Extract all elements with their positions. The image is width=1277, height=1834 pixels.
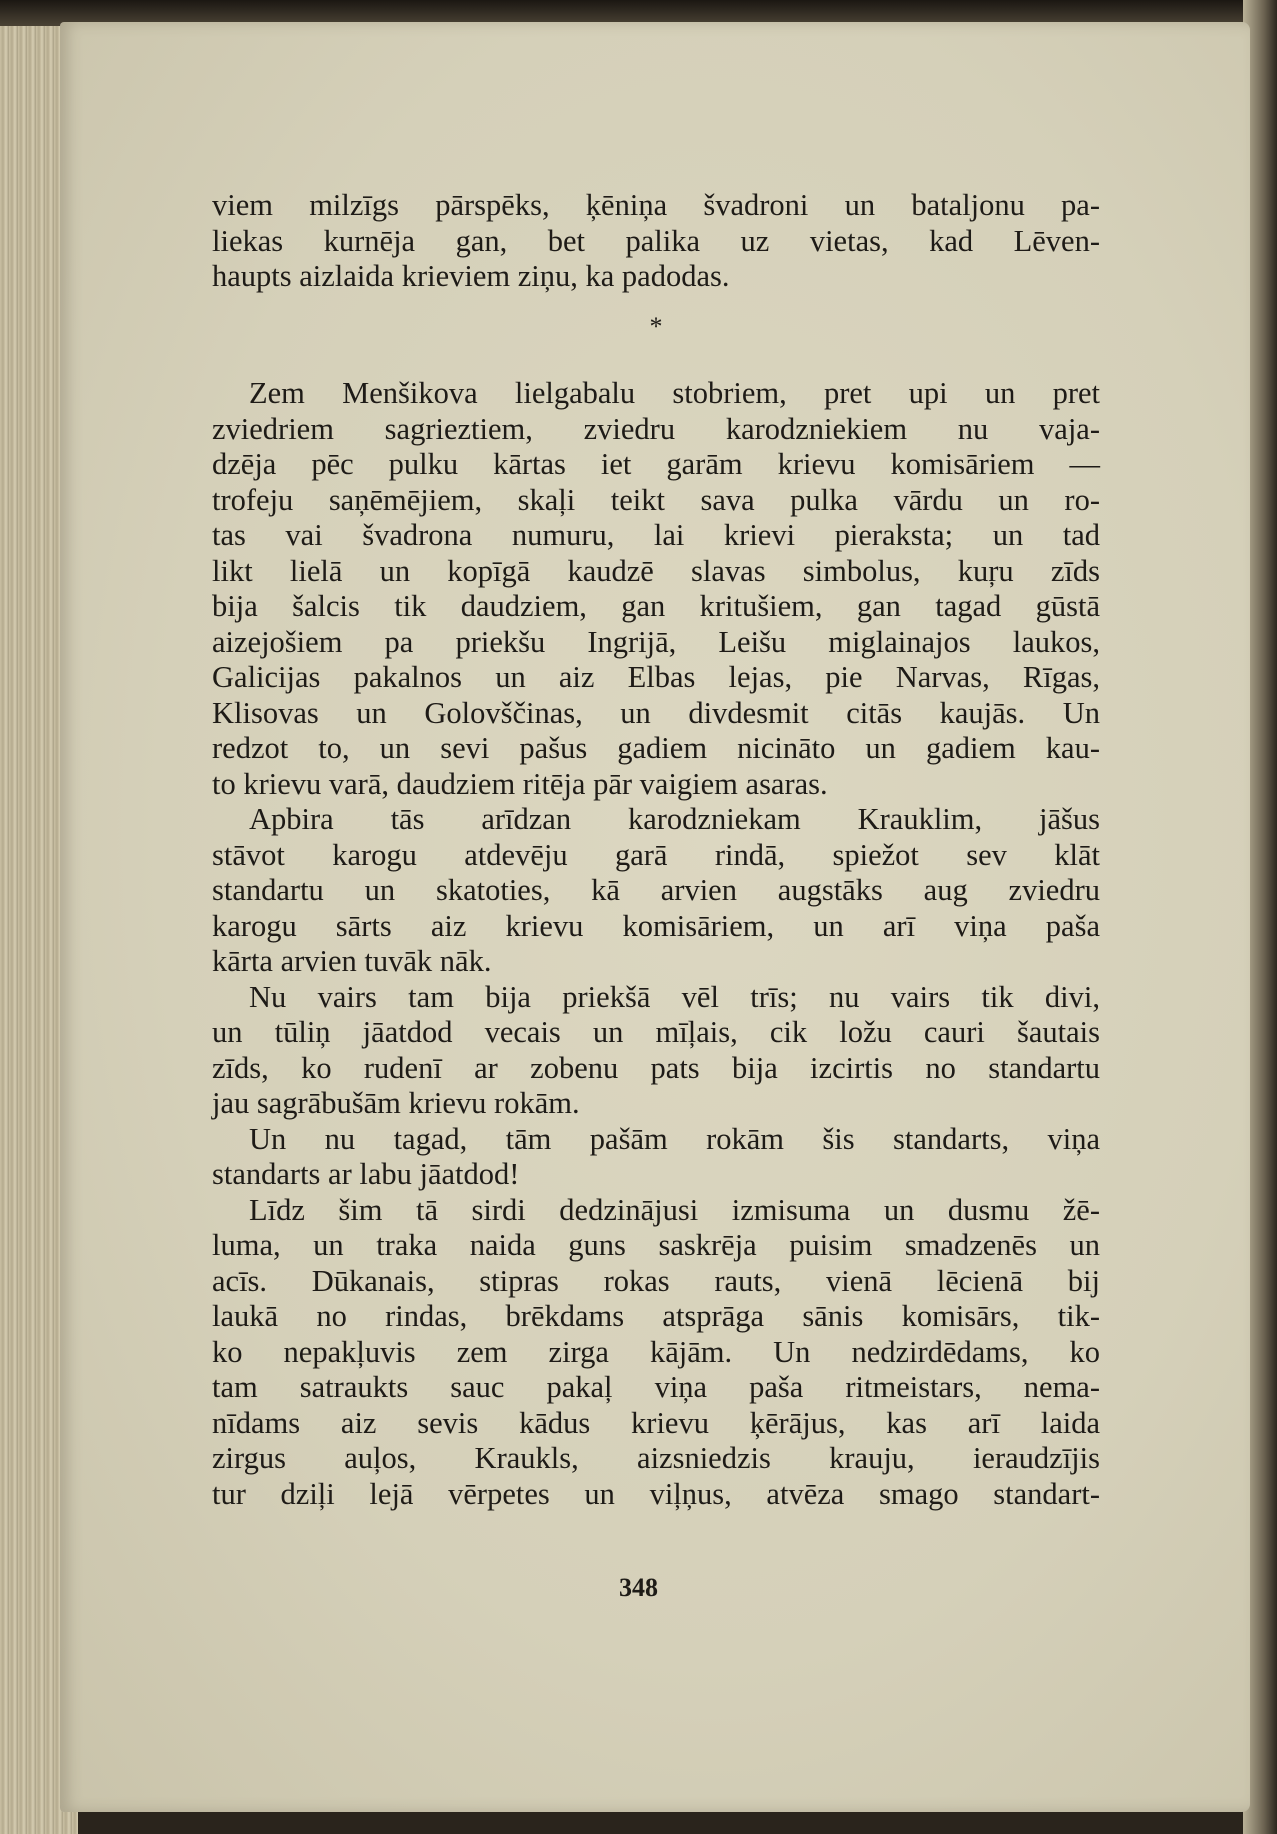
text-line: standarts ar labu jāatdod!: [212, 1157, 520, 1191]
text-line: luma, un traka naida guns saskrēja puisim smadzenēs un: [212, 1228, 1100, 1262]
text-line: Zem Menšikova lielgabalu stobriem, pret upi un pret: [249, 376, 1100, 410]
text-line: dzēja pēc pulku kārtas iet garām krievu komisāriem —: [212, 447, 1100, 481]
text-line: stāvot karogu atdevēju garā rindā, spiežot sev klāt: [212, 837, 1100, 872]
text-line: Klisovas un Golovščinas, un divdesmit citās kaujās. Un: [212, 695, 1100, 730]
text-line: nīdams aiz sevis kādus krievu ķērājus, kas arī laida: [212, 1405, 1100, 1440]
text-line: kārta arvien tuvāk nāk.: [212, 944, 492, 978]
text-line: tur dziļi lejā vērpetes un viļņus, atvēza smago standart-: [212, 1476, 1100, 1511]
text-line: likt lielā un kopīgā kaudzē slavas simbolus, kuŗu zīds: [212, 553, 1100, 588]
text-line: redzot to, un sevi pašus gadiem nicināto un gadiem kau-: [212, 731, 1100, 765]
page-body-text: [212, 188, 1100, 1512]
text-line: haupts aizlaida krieviem ziņu, ka padodas.: [212, 259, 730, 293]
text-line: tas vai švadrona numuru, lai krievi pieraksta; un tad: [212, 518, 1100, 552]
text-line: acīs. Dūkanais, stipras rokas rauts, vienā lēcienā bij: [212, 1263, 1100, 1298]
text-line: liekas kurnēja gan, bet palika uz vietas, kad Lēven-: [212, 223, 1100, 258]
text-line: karogu sārts aiz krievu komisāriem, un arī viņa paša: [212, 908, 1100, 943]
text-line: jau sagrābušām krievu rokām.: [212, 1086, 580, 1120]
text-line: Galicijas pakalnos un aiz Elbas lejas, pie Narvas, Rīgas,: [212, 660, 1100, 694]
text-line: viem milzīgs pārspēks, ķēniņa švadroni un bataljonu pa-: [212, 188, 1100, 222]
text-line: trofeju saņēmējiem, skaļi teikt sava pulka vārdu un ro-: [212, 482, 1100, 517]
text-line: bija šalcis tik daudziem, gan kritušiem, gan tagad gūstā: [212, 589, 1100, 623]
text-line: laukā no rindas, brēkdams atsprāga sānis komisārs, tik-: [212, 1299, 1100, 1333]
text-line: aizejošiem pa priekšu Ingrijā, Leišu miglainajos laukos,: [212, 624, 1100, 659]
text-line: to krievu varā, daudziem ritēja pār vaigiem asaras.: [212, 766, 828, 801]
text-line: zviedriem sagrieztiem, zviedru karodzniekiem nu vaja-: [212, 411, 1100, 446]
text-line: ko nepakļuvis zem zirga kājām. Un nedzirdēdams, ko: [212, 1334, 1100, 1369]
text-line: Līdz šim tā sirdi dedzinājusi izmisuma un dusmu žē-: [249, 1192, 1100, 1227]
section-divider: *: [649, 311, 663, 341]
text-line: Nu vairs tam bija priekšā vēl trīs; nu vairs tik divi,: [249, 979, 1100, 1014]
text-line: tam satraukts sauc pakaļ viņa paša ritmeistars, nema-: [212, 1370, 1100, 1404]
page-number: 348: [619, 1573, 658, 1602]
text-line: Apbira tās arīdzan karodzniekam Krauklim, jāšus: [249, 802, 1100, 836]
text-line: standartu un skatoties, kā arvien augstāks aug zviedru: [212, 873, 1100, 907]
text-line: zirgus auļos, Kraukls, aizsniedzis krauju, ieraudzījis: [212, 1441, 1100, 1475]
text-line: zīds, ko rudenī ar zobenu pats bija izcirtis no standartu: [212, 1050, 1100, 1085]
text-line: Un nu tagad, tām pašām rokām šis standarts, viņa: [249, 1121, 1100, 1156]
text-line: un tūliņ jāatdod vecais un mīļais, cik ložu cauri šautais: [212, 1015, 1100, 1049]
